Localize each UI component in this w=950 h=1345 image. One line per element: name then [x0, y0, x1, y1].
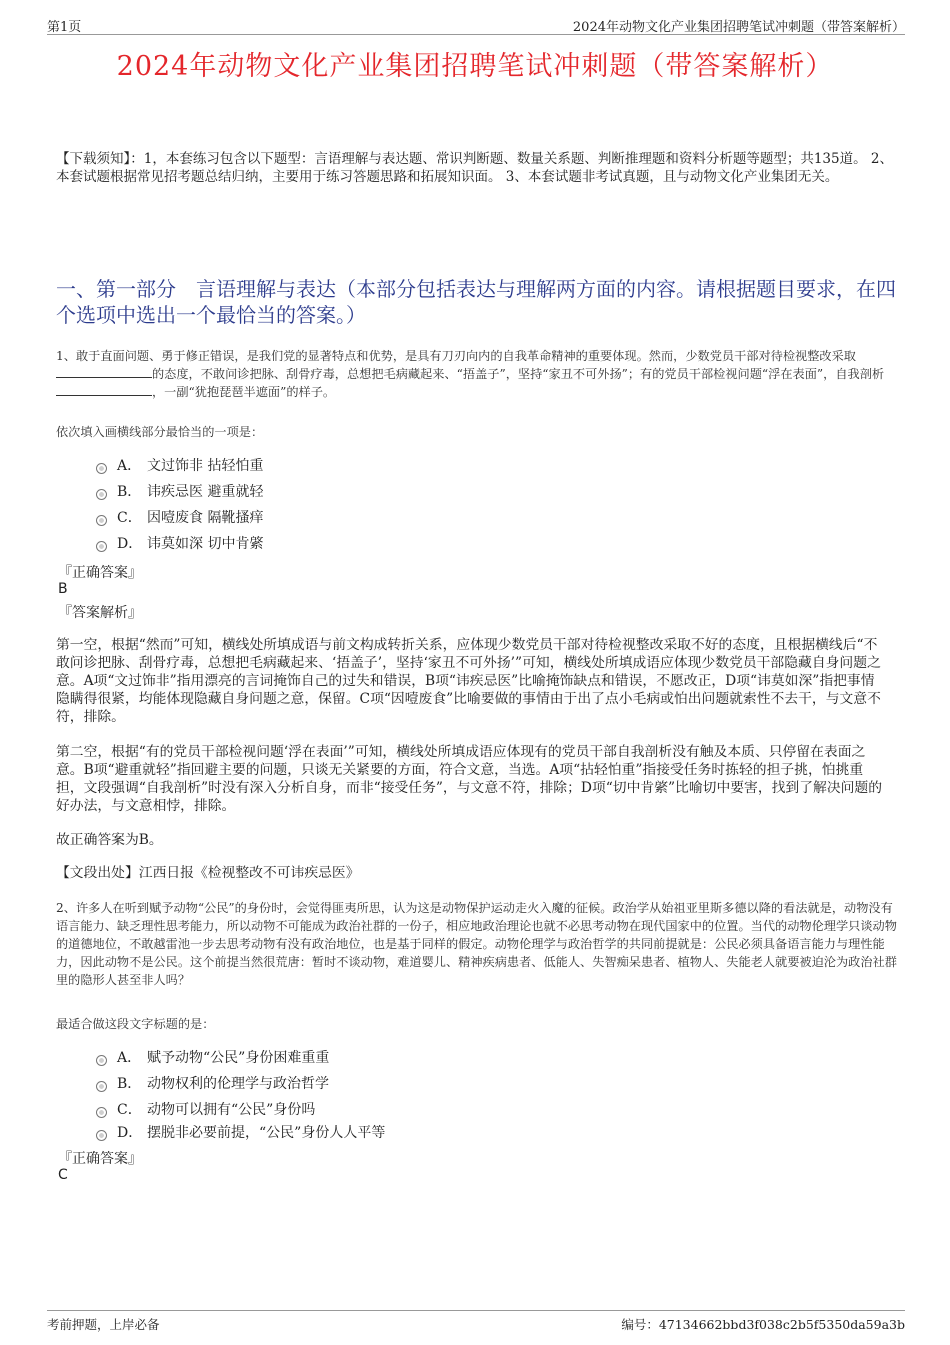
- option-a[interactable]: A． 文过饰非 拈轻怕重: [96, 452, 263, 478]
- option-d[interactable]: D． 讳莫如深 切中肯綮: [96, 530, 263, 556]
- radio-icon[interactable]: [96, 489, 107, 500]
- radio-icon[interactable]: [96, 1107, 107, 1118]
- radio-icon[interactable]: [96, 463, 107, 474]
- page-number: 第1页: [47, 20, 82, 35]
- question-2-options: [96, 1044, 385, 1142]
- radio-icon[interactable]: [96, 541, 107, 552]
- option-a[interactable]: A． 赋予动物“公民”身份困难重重: [96, 1044, 385, 1070]
- question-1-prompt: 依次填入画横线部分最恰当的一项是：: [56, 425, 264, 439]
- footer-slogan: 考前押题，上岸必备: [47, 1317, 160, 1332]
- source-citation: 【文段出处】江西日报《检视整改不可讳疾忌医》: [56, 865, 360, 881]
- option-d[interactable]: D． 摆脱非必要前提，“公民”身份人人平等: [96, 1122, 385, 1142]
- radio-icon[interactable]: [96, 515, 107, 526]
- question-1-stem-part-a: 1、敢于直面问题、勇于修正错误，是我们党的显著特点和优势，是具有刀刃向内的自我革命精神的重要体现。然而，少数党员干部对待检视整改采取: [56, 349, 856, 363]
- question-1-stem-part-c: ，一副“犹抱琵琶半遮面”的样子。: [152, 385, 336, 399]
- answer-label: 『正确答案』: [58, 1151, 142, 1167]
- correct-answer: C: [58, 1167, 68, 1183]
- analysis-paragraph-1: 第一空，根据“然而”可知，横线处所填成语与前文构成转折关系，应体现少数党员干部对待检视整改采取不好的态度，且根据横线后“不敢问诊把脉、刮骨疗毒，总想把毛病藏起来、‘捂盖子’，坚持‘家丑不可外扬’”可知，横线处所填成语应体现少数党员干部隐藏自身问题之意。A项“文过饰非”指用漂亮的言词掩饰自己的过失和错误，B项“讳疾忌医”比喻掩饰缺点和错误，不愿改正，D项“讳莫如深”指把事情隐瞒得很紧，均能体现隐藏自身问题之意，保留。C项“因噎废食”比喻要做的事情由于出了点小毛病或怕出问题就索性不去干，与文意不符，排除。: [56, 637, 881, 725]
- correct-answer: B: [58, 581, 68, 597]
- radio-icon[interactable]: [96, 1081, 107, 1092]
- document-title: 2024年动物文化产业集团招聘笔试冲刺题（带答案解析）: [116, 51, 834, 82]
- fill-blank-2: [56, 383, 152, 396]
- question-1-options: [96, 452, 263, 556]
- analysis-conclusion: 故正确答案为B。: [56, 832, 163, 848]
- section-heading: 一、第一部分 言语理解与表达（本部分包括表达与理解两方面的内容。请根据题目要求，在四个选项中选出一个最恰当的答案。）: [56, 277, 896, 327]
- option-c[interactable]: C． 动物可以拥有“公民”身份吗: [96, 1096, 385, 1122]
- fill-blank-1: [56, 365, 152, 378]
- analysis-paragraph-2: 第二空，根据“有的党员干部检视问题‘浮在表面’”可知，横线处所填成语应体现有的党员干部自我剖析没有触及本质、只停留在表面之意。B项“避重就轻”指回避主要的问题，只谈无关紧要的方面，符合文意，当选。A项“拈轻怕重”指接受任务时拣轻的担子挑，怕挑重担，文段强调“自我剖析”时没有深入分析自身，而非“接受任务”，与文意不符，排除；D项“切中肯綮”比喻切中要害，找到了解决问题的好办法，与文意相悖，排除。: [56, 744, 883, 814]
- question-2-stem: 2、许多人在听到赋予动物“公民”的身份时，会觉得匪夷所思，认为这是动物保护运动走火入魔的征候。政治学从始祖亚里斯多德以降的看法就是，动物没有语言能力、缺乏理性思考能力，所以动物不可能成为政治社群的一份子，相应地政治理论也就不必思考动物在现代国家中的位置。当代的动物伦理学只谈动物的道德地位，不敢越雷池一步去思考动物有没有政治地位，也是基于同样的假定。动物伦理学与政治哲学的共同前提就是：公民必须具备语言能力与理性能力，因此动物不是公民。这个前提当然很荒唐：暂时不谈动物，难道婴儿、精神疾病患者、低能人、失智痴呆患者、植物人、失能老人就要被迫沦为政治社群里的隐形人甚至非人吗？: [56, 901, 897, 987]
- option-b[interactable]: B． 讳疾忌医 避重就轻: [96, 478, 263, 504]
- question-2-prompt: 最适合做这段文字标题的是：: [56, 1017, 215, 1031]
- analysis-label: 『答案解析』: [58, 605, 142, 621]
- question-1-stem-part-b: 的态度，不敢问诊把脉、刮骨疗毒，总想把毛病藏起来、“捂盖子”，坚持“家丑不可外扬”；有的党员干部检视问题“浮在表面”，自我剖析: [152, 367, 885, 381]
- header-doc-title: 2024年动物文化产业集团招聘笔试冲刺题（带答案解析）: [572, 20, 905, 35]
- document-id: 编号：47134662bbd3f038c2b5f5350da59a3b: [621, 1317, 905, 1332]
- option-c[interactable]: C． 因噎废食 隔靴搔痒: [96, 504, 263, 530]
- radio-icon[interactable]: [96, 1055, 107, 1066]
- option-b[interactable]: B． 动物权利的伦理学与政治哲学: [96, 1070, 385, 1096]
- radio-icon[interactable]: [96, 1130, 107, 1141]
- page-footer: [47, 1310, 905, 1332]
- page-header: [47, 14, 905, 35]
- question-1-stem: [56, 347, 898, 401]
- download-notice: 【下载须知】：1，本套练习包含以下题型：言语理解与表达题、常识判断题、数量关系题、判断推理题和资料分析题等题型；共135道。 2、本套试题根据常见招考题总结归纳，主要用于练习答题思路和拓展知识面。 3、本套试题非考试真题，且与动物文化产业集团无关。: [56, 151, 893, 185]
- answer-label: 『正确答案』: [58, 565, 142, 581]
